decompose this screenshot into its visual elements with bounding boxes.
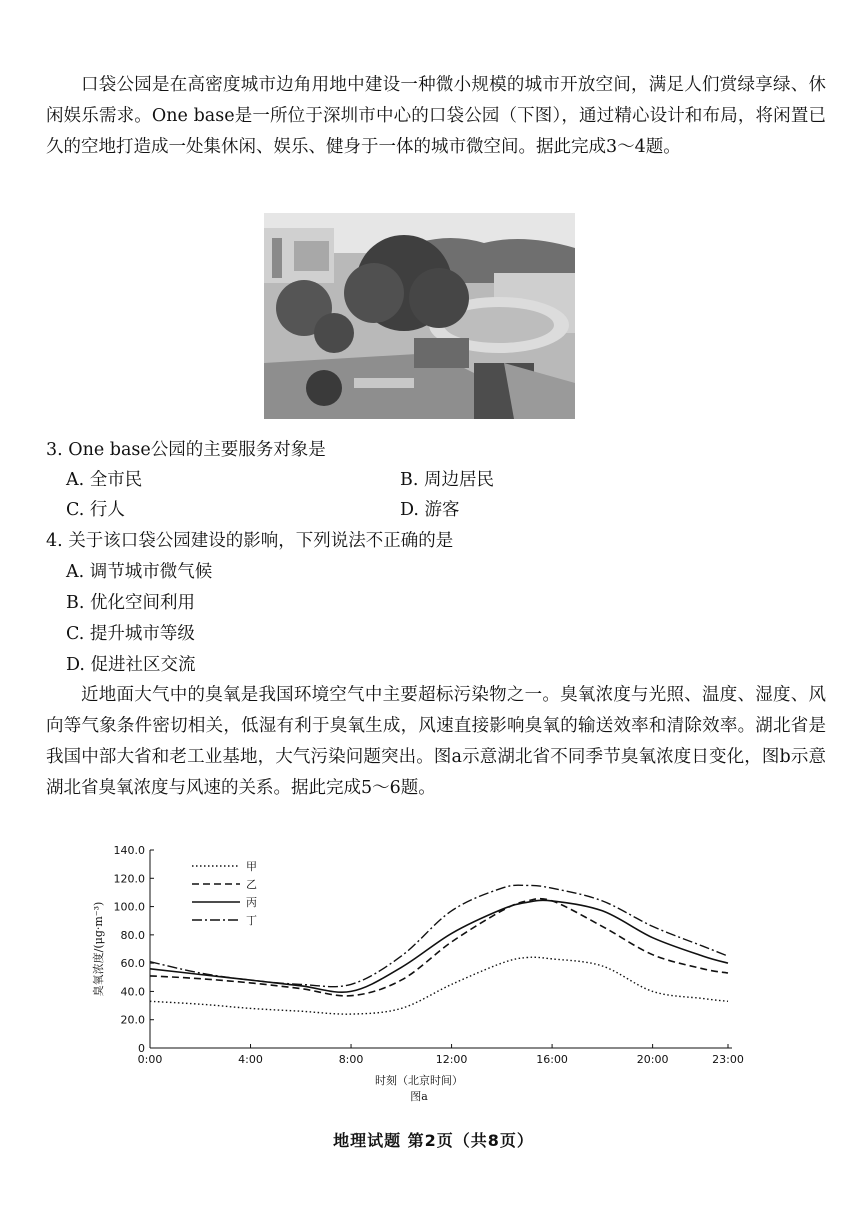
y-tick-label: 0 — [138, 1042, 145, 1055]
q3-option-a: A. 全市民 — [66, 470, 143, 490]
passage-pocket-park — [46, 70, 826, 163]
ozone-chart — [80, 838, 780, 1110]
x-axis-label: 时刻（北京时间） — [375, 1074, 463, 1087]
legend-label: 乙 — [246, 878, 257, 891]
series-line-丁 — [150, 885, 728, 987]
q3-option-b: B. 周边居民 — [400, 470, 494, 490]
x-tick-label: 8:00 — [338, 1053, 364, 1066]
x-tick-label: 20:00 — [636, 1053, 669, 1066]
passage-ozone — [46, 680, 826, 804]
legend-label: 丁 — [246, 914, 257, 927]
series-line-乙 — [150, 899, 728, 996]
q4-option-a: A. 调节城市微气候 — [66, 562, 213, 582]
y-tick-label: 140.0 — [113, 844, 145, 857]
y-tick-label: 20.0 — [120, 1013, 145, 1027]
figure-caption: 图a — [410, 1090, 428, 1103]
question-4-stem: 4. 关于该口袋公园建设的影响，下列说法不正确的是 — [46, 531, 454, 551]
x-tick-label: 23:00 — [712, 1053, 744, 1066]
question-3-stem: 3. One base公园的主要服务对象是 — [46, 440, 326, 460]
q4-option-b: B. 优化空间利用 — [66, 593, 195, 613]
legend-label: 甲 — [246, 860, 257, 873]
park-photo — [264, 213, 575, 419]
y-tick-label: 60.0 — [120, 957, 145, 971]
passage-text: 口袋公园是在高密度城市边角用地中建设一种微小规模的城市开放空间，满足人们赏绿享绿、休闲娱乐需求。One base是一所位于深圳市中心的口袋公园（下图），通过精心设计和布局，将闲置已久的空地打造成一处集休闲、娱乐、健身于一体的城市微空间。据此完成3～4题。 — [46, 75, 826, 157]
page-footer: 地理试题 第2页（共8页） — [333, 1131, 534, 1150]
q3-option-c: C. 行人 — [66, 500, 125, 520]
y-tick-label: 80.0 — [120, 928, 145, 942]
q3-option-d: D. 游客 — [400, 500, 460, 520]
passage-text: 近地面大气中的臭氧是我国环境空气中主要超标污染物之一。臭氧浓度与光照、温度、湿度、风向等气象条件密切相关，低湿有利于臭氧生成，风速直接影响臭氧的输送效率和清除效率。湖北省是我国中部大省和老工业基地，大气污染问题突出。图a示意湖北省不同季节臭氧浓度日变化，图b示意湖北省臭氧浓度与风速的关系。据此完成5～6题。 — [46, 685, 826, 798]
x-tick-label: 0:00 — [137, 1053, 163, 1066]
legend-label: 丙 — [246, 896, 257, 909]
x-tick-label: 12:00 — [435, 1053, 468, 1066]
q4-option-d: D. 促进社区交流 — [66, 655, 196, 675]
y-tick-label: 120.0 — [113, 872, 145, 886]
y-axis-label: 臭氧浓度/(μg·m⁻³) — [92, 901, 105, 997]
series-line-丙 — [150, 900, 728, 992]
q4-option-c: C. 提升城市等级 — [66, 624, 195, 644]
park-photo-drawing — [264, 213, 575, 419]
x-tick-label: 16:00 — [536, 1053, 568, 1066]
series-line-甲 — [150, 957, 728, 1014]
y-tick-label: 40.0 — [120, 985, 145, 999]
x-tick-label: 4:00 — [238, 1053, 263, 1066]
y-tick-label: 100.0 — [113, 900, 145, 914]
